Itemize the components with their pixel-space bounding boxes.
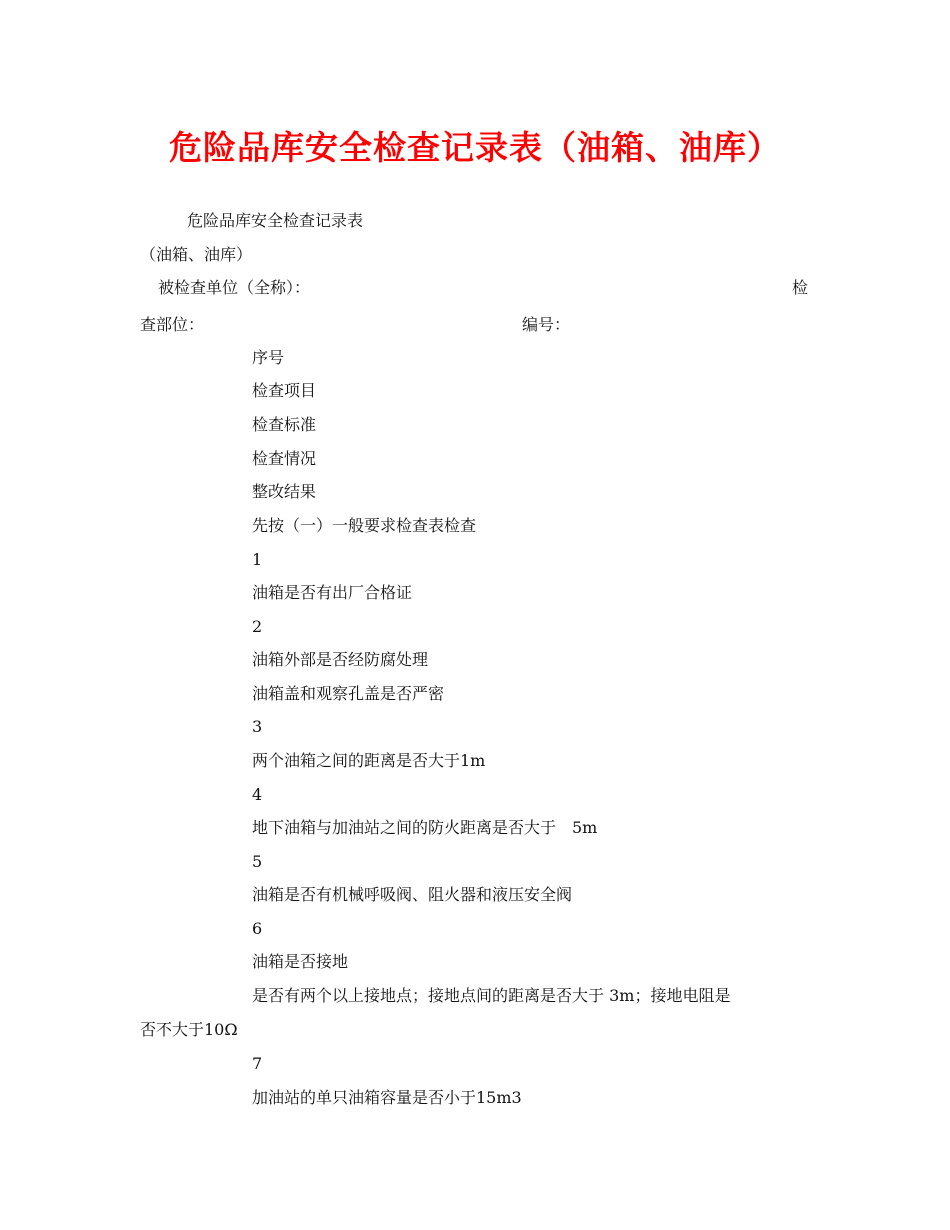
grounding-text-line2: 否不大于10Ω [140,1020,238,1039]
header-serial: 序号 [252,348,285,367]
list-item: 油箱是否接地 [252,952,349,971]
list-item: 5 [252,852,263,871]
list-item: 油箱外部是否经防腐处理 [252,650,429,669]
list-item: 3 [252,717,263,736]
list-item: 油箱是否有机械呼吸阀、阻火器和液压安全阀 [252,885,573,904]
header-item: 检查项目 [252,381,317,400]
inspected-unit-label: 被检查单位（全称）： [158,278,311,297]
general-note: 先按（一）一般要求检查表检查 [252,516,477,535]
subtitle: 危险品库安全检查记录表 [187,211,364,230]
list-item: 1 [252,550,263,569]
list-item: 6 [252,919,263,938]
header-status: 检查情况 [252,449,317,468]
list-item: 两个油箱之间的距离是否大于1m [252,751,486,770]
inspection-part-prefix: 检 [792,278,809,297]
header-result: 整改结果 [252,482,317,501]
list-item: 加油站的单只油箱容量是否小于15m3 [252,1088,522,1107]
list-item: 油箱是否有出厂合格证 [252,583,413,602]
list-item: 4 [252,785,263,804]
list-item: 油箱盖和观察孔盖是否严密 [252,684,445,703]
inspection-part-label: 查部位： [140,315,205,334]
header-standard: 检查标准 [252,415,317,434]
list-item: 地下油箱与加油站之间的防火距离是否大于 5m [252,818,598,837]
grounding-text-line1: 是否有两个以上接地点；接地点间的距离是否大于 3m；接地电阻是 [252,986,731,1005]
list-item: 7 [252,1054,263,1073]
subtitle-scope: （油箱、油库） [140,245,253,264]
document-title: 危险品库安全检查记录表（油箱、油库） [169,128,781,167]
number-label: 编号： [522,315,571,334]
list-item: 2 [252,617,263,636]
